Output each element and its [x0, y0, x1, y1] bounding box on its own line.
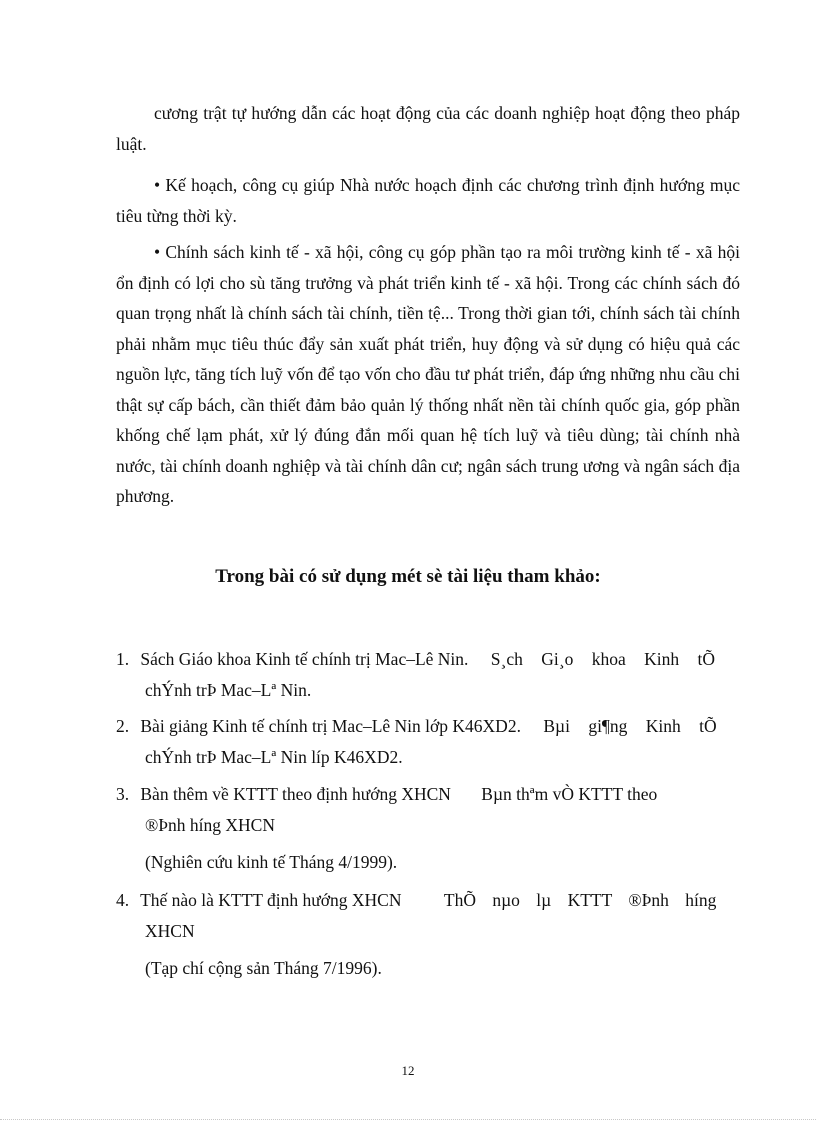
- reference-title: Bài giảng Kinh tế chính trị Mac–Lê Nin lớp K46XD2.: [140, 716, 521, 736]
- reference-title-garbled: Bµi gi¶ng Kinh tÕ: [543, 716, 717, 736]
- reference-source-3: (Nghiên cứu kinh tế Tháng 4/1999).: [145, 852, 398, 872]
- reference-title-continuation: XHCN: [145, 920, 195, 941]
- reference-title: Bàn thêm về KTTT theo định hướng XHCN: [140, 784, 451, 804]
- reference-title-garbled: S¸ch Gi¸o khoa Kinh tÕ: [490, 649, 715, 669]
- reference-source-4: (Tạp chí cộng sản Tháng 7/1996).: [145, 958, 382, 978]
- paragraph-continuation: cương trật tự hướng dẫn các hoạt động của các doanh nghiệp hoạt động theo pháp luật.: [116, 103, 740, 154]
- page-bottom-divider: [0, 1119, 816, 1120]
- reference-number: 2.: [116, 716, 130, 736]
- reference-number: 3.: [116, 784, 130, 804]
- paragraph-plan: • Kế hoạch, công cụ giúp Nhà nước hoạch định các chương trình định hướng mục tiêu từng thời kỳ.: [116, 175, 740, 226]
- reference-title: Sách Giáo khoa Kinh tế chính trị Mac–Lê Nin.: [140, 649, 469, 669]
- reference-title: Thế nào là KTTT định hướng XHCN: [140, 890, 402, 910]
- reference-item-3: [116, 779, 740, 840]
- reference-title-continuation: ®Þnh híng XHCN: [145, 814, 275, 835]
- reference-number: 4.: [116, 890, 130, 910]
- reference-title-garbled: Bµn thªm vÒ KTTT theo: [481, 784, 658, 804]
- references-heading: Trong bài có sử dụng mét sè tài liệu tham khảo:: [215, 566, 601, 587]
- reference-item-2: [116, 711, 740, 772]
- reference-number: 1.: [116, 649, 130, 669]
- reference-title-continuation: chÝnh trÞ Mac–Lª Nin líp K46XD2.: [145, 746, 403, 767]
- page-number: 12: [401, 1063, 415, 1078]
- reference-title-continuation: chÝnh trÞ Mac–Lª Nin.: [145, 679, 312, 700]
- reference-item-1: [116, 644, 740, 705]
- reference-title-garbled: ThÕ nµo lµ KTTT ®Þnh híng: [443, 890, 717, 910]
- paragraph-policy: • Chính sách kinh tế - xã hội, công cụ góp phần tạo ra môi trường kinh tế - xã hội ổn định có lợi cho sù tăng trưởng và phát triển kinh tế - xã hội. Trong các chính sách đó quan trọng nhất là chính sách tài chính, tiền tệ... Trong thời gian tới, chính sách tài chính phải nhằm mục tiêu thúc đẩy sản xuất phát triển, huy động và sử dụng có hiệu quả các nguồn lực, tăng tích luỹ vốn để tạo vốn cho đầu tư phát triển, đáp ứng những nhu cầu chi thật sự cấp bách, cần thiết đảm bảo quản lý thống nhất nền tài chính quốc gia, góp phần khống chế lạm phát, xử lý đúng đắn mối quan hệ tích luỹ và tiêu dùng; tài chính nhà nước, tài chính doanh nghiệp và tài chính dân cư; ngân sách trung ương và ngân sách địa phương.: [116, 242, 740, 506]
- reference-item-4: [116, 885, 740, 946]
